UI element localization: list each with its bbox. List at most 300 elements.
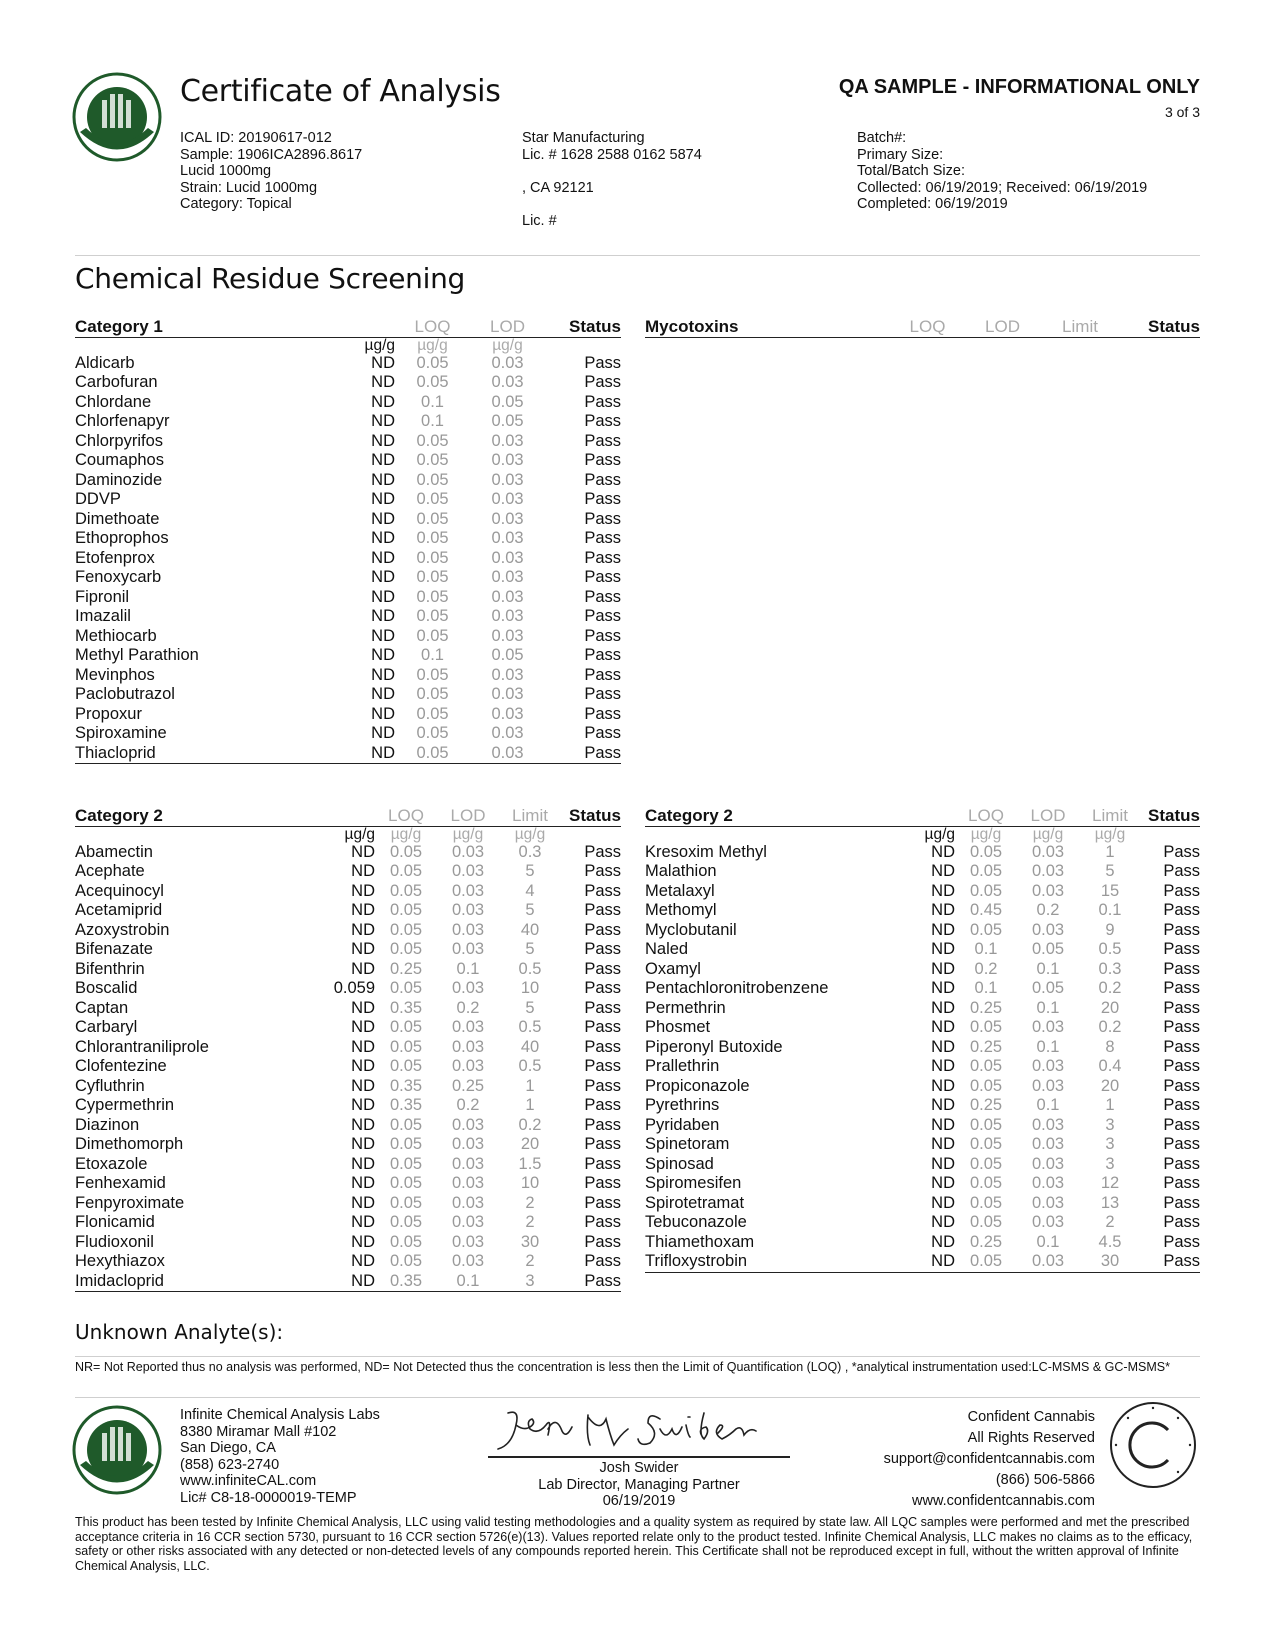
result-value: ND [931, 901, 955, 919]
result-value: ND [351, 1037, 375, 1056]
cc-phone: (866) 506-5866 [995, 1472, 1095, 1488]
analyte-name: DDVP [75, 490, 121, 508]
loq-value: 0.25 [389, 959, 423, 978]
section-title: Chemical Residue Screening [75, 262, 466, 295]
loq-value: 0.05 [389, 1057, 423, 1075]
loq-value: 0.05 [969, 881, 1003, 900]
lod-value: 0.03 [451, 1018, 485, 1036]
table-row [75, 921, 621, 941]
lod-value: 0.05 [1031, 979, 1065, 997]
lod-value: 0.03 [451, 901, 485, 919]
status-value: Pass [1141, 1252, 1200, 1272]
lod-value: 0.03 [1031, 1135, 1065, 1153]
loq-value: 0.05 [389, 842, 423, 861]
loq-value: 0.05 [969, 1193, 1003, 1212]
status-value: Pass [1163, 940, 1200, 958]
lod-value: 0.05 [491, 646, 524, 664]
loq-header: LOQ [890, 317, 965, 337]
status-value: Pass [1163, 1174, 1200, 1192]
result-value: ND [351, 1154, 375, 1173]
analyte-name: Trifloxystrobin [645, 1252, 885, 1272]
analyte-name: Bifenthrin [75, 959, 145, 978]
unit-label: µg/g [344, 825, 375, 843]
lod-value: 0.03 [470, 744, 545, 764]
status-value: Pass [584, 842, 621, 861]
result-value: ND [931, 1154, 955, 1173]
loq-value: 0.05 [389, 1115, 423, 1134]
analyte-name: Thiacloprid [75, 744, 325, 764]
analyte-name: Fenoxycarb [75, 568, 162, 586]
status-value: Pass [584, 373, 621, 391]
lod-value: 0.03 [491, 529, 524, 547]
result-value: ND [371, 451, 395, 469]
result-value: ND [885, 1252, 955, 1272]
status-value: Pass [1163, 1115, 1200, 1134]
table-row [645, 882, 1200, 902]
analyte-name: Spirotetramat [645, 1193, 745, 1212]
status-value: Pass [1163, 1213, 1200, 1231]
loq-value: 0.05 [969, 1135, 1003, 1153]
loq-value: 0.1 [974, 979, 998, 997]
table-row [645, 1038, 1200, 1058]
result-value: ND [931, 1018, 955, 1036]
loq-value: 0.05 [416, 626, 449, 645]
lod-value: 0.03 [451, 1057, 485, 1075]
table-row [645, 1233, 1200, 1253]
analyte-name: Pyrethrins [645, 1096, 720, 1114]
lod-value: 0.03 [451, 1037, 485, 1056]
unit-label: µg/g [1032, 825, 1064, 843]
analyte-name: Abamectin [75, 842, 153, 861]
status-value: Pass [584, 724, 621, 742]
result-value: ND [351, 940, 375, 958]
lod-value: 0.03 [1031, 1154, 1065, 1173]
loq-value: 0.05 [416, 704, 449, 723]
analyte-name: Carbaryl [75, 1018, 138, 1036]
limit-value: 5 [525, 940, 535, 958]
limit-value: 5 [525, 901, 535, 919]
lod-header: LOD [965, 317, 1040, 337]
status-value: Pass [584, 1057, 621, 1075]
lod-value: 0.03 [491, 665, 524, 684]
loq-value: 0.35 [389, 998, 423, 1017]
status-value: Pass [584, 1037, 621, 1056]
result-value: ND [931, 1096, 955, 1114]
loq-value: 0.05 [416, 529, 449, 547]
unit-label: µg/g [452, 825, 484, 843]
signatory-name: Josh Swider [599, 1460, 679, 1476]
footer-divider [75, 1397, 1200, 1398]
limit-value: 3 [1105, 1115, 1115, 1134]
lod-value: 0.03 [451, 1154, 485, 1173]
status-value: Pass [584, 626, 621, 645]
unit-label: µg/g [970, 825, 1002, 843]
status-value: Pass [584, 959, 621, 978]
result-value: ND [371, 607, 395, 625]
result-value: ND [371, 704, 395, 723]
lod-value: 0.1 [456, 959, 480, 978]
signatory [488, 1460, 790, 1510]
analyte-name: Coumaphos [75, 451, 164, 469]
result-value: ND [931, 998, 955, 1017]
result-value: ND [351, 1252, 375, 1270]
result-value: ND [351, 901, 375, 919]
limit-value: 5 [525, 998, 535, 1017]
loq-value: 0.05 [389, 1135, 423, 1153]
result-value: ND [351, 1193, 375, 1212]
status-value: Pass [584, 1193, 621, 1212]
result-value: ND [351, 1076, 375, 1095]
result-value: ND [371, 665, 395, 684]
loq-value: 0.05 [389, 1193, 423, 1212]
analyte-name: Boscalid [75, 979, 138, 997]
status-value: Pass [1163, 1076, 1200, 1095]
table-row [75, 451, 621, 471]
table-row [645, 1057, 1200, 1077]
table-row [75, 1155, 621, 1175]
status-value: Pass [584, 998, 621, 1017]
status-value: Pass [584, 1174, 621, 1192]
table-row [645, 1018, 1200, 1038]
status-value: Pass [584, 490, 621, 508]
lod-header: LOD [470, 317, 545, 337]
result-value: ND [351, 1213, 375, 1231]
lod-value: 0.03 [1031, 1057, 1065, 1075]
primary-size: Primary Size: [857, 146, 944, 163]
table-row [75, 568, 621, 588]
table-row [75, 1135, 621, 1155]
analyte-name: Propiconazole [645, 1076, 750, 1095]
batch-info [857, 130, 1147, 213]
limit-header: Limit [1079, 806, 1141, 826]
result-value: ND [351, 1174, 375, 1192]
table-row [75, 1272, 621, 1292]
lod-value: 0.03 [1031, 1174, 1065, 1192]
document-title: Certificate of Analysis [180, 74, 501, 109]
status-value: Pass [584, 862, 621, 880]
page-number: 3 of 3 [1164, 104, 1200, 120]
table-row [75, 843, 621, 863]
status-value: Pass [1163, 1096, 1200, 1114]
unknown-analytes-heading: Unknown Analyte(s): [75, 1320, 284, 1344]
signature-image [490, 1405, 790, 1455]
lod-value: 0.03 [451, 881, 485, 900]
loq-value: 0.05 [416, 587, 449, 606]
table-row [645, 1252, 1200, 1272]
status-value: Pass [584, 607, 621, 625]
lod-value: 0.03 [451, 1213, 485, 1231]
status-value: Pass [1163, 998, 1200, 1017]
table-row [75, 646, 621, 666]
loq-value: 0.05 [416, 373, 449, 391]
limit-value: 10 [520, 1174, 540, 1192]
table-row [75, 744, 621, 764]
limit-value: 0.3 [1098, 959, 1122, 978]
strain: Strain: Lucid 1000mg [180, 179, 318, 196]
loq-value: 0.05 [416, 470, 449, 489]
result-value: ND [351, 1232, 375, 1251]
status-header: Status [561, 806, 621, 826]
limit-value: 0.2 [1098, 1018, 1122, 1036]
lod-value: 0.05 [491, 412, 524, 430]
analyte-name: Clofentezine [75, 1057, 167, 1075]
loq-value: 0.05 [969, 1115, 1003, 1134]
lod-value: 0.03 [1031, 1213, 1065, 1231]
analyte-name: Metalaxyl [645, 881, 715, 900]
result-value: ND [931, 862, 955, 880]
mycotoxins-header: Mycotoxins [645, 317, 890, 337]
limit-value: 0.5 [518, 1057, 542, 1075]
cc-name: Confident Cannabis [967, 1409, 1095, 1425]
lod-header: LOD [1017, 806, 1079, 826]
status-value: Pass [584, 1135, 621, 1153]
limit-value: 15 [1100, 881, 1120, 900]
table-row [75, 1038, 621, 1058]
lod-value: 0.03 [491, 470, 524, 489]
result-value: ND [371, 490, 395, 508]
result-value: ND [351, 862, 375, 880]
result-value: ND [351, 1135, 375, 1153]
limit-value: 2 [525, 1252, 535, 1270]
result-value: ND [931, 1213, 955, 1231]
status-value: Pass [1163, 1018, 1200, 1036]
analyte-name: Methiocarb [75, 626, 157, 645]
loq-value: 0.05 [416, 509, 449, 528]
status-value: Pass [584, 392, 621, 411]
status-header: Status [545, 317, 621, 337]
table-row [645, 940, 1200, 960]
cc-rights: All Rights Reserved [967, 1430, 1095, 1446]
lod-value: 0.03 [451, 920, 485, 939]
status-value: Pass [584, 940, 621, 958]
table-row [645, 843, 1200, 863]
result-value: ND [371, 548, 395, 567]
analyte-name: Fludioxonil [75, 1232, 154, 1251]
loq-value: 0.05 [389, 920, 423, 939]
result-value: ND [351, 1057, 375, 1075]
client-company: Star Manufacturing [522, 130, 645, 146]
limit-value: 2 [525, 1193, 535, 1212]
analyte-name: Captan [75, 998, 129, 1017]
table-row [645, 979, 1200, 999]
limit-value: 1 [1105, 1096, 1115, 1114]
result-value: ND [931, 979, 955, 997]
table-row [75, 393, 621, 413]
status-value: Pass [584, 1018, 621, 1036]
analyte-name: Etofenprox [75, 548, 155, 567]
loq-value: 0.05 [969, 1057, 1003, 1075]
analyte-name: Chlorpyrifos [75, 431, 164, 450]
header-divider [75, 255, 1200, 256]
lod-value: 0.03 [451, 979, 485, 997]
limit-value: 12 [1100, 1174, 1120, 1192]
status-value: Pass [584, 646, 621, 664]
loq-value: 0.1 [421, 646, 444, 664]
table-row [75, 1213, 621, 1233]
client-address: , CA 92121 [522, 179, 594, 196]
sample-info [180, 130, 362, 213]
lab-logo [72, 72, 162, 162]
status-value: Pass [1163, 862, 1200, 880]
status-value: Pass [1163, 1057, 1200, 1075]
status-value: Pass [1163, 1135, 1200, 1153]
status-value: Pass [584, 901, 621, 919]
category: Category: Topical [180, 196, 292, 212]
mycotoxins-table [645, 317, 1200, 338]
abbreviation-note: NR= Not Reported thus no analysis was performed, ND= Not Detected thus the concentration is less then the Limit of Quantification (LOQ) , *analytical instrumentation used:LC-MSMS & GC-MSMS* [75, 1360, 1170, 1374]
analyte-name: Prallethrin [645, 1057, 720, 1075]
status-value: Pass [545, 744, 621, 764]
limit-value: 40 [520, 920, 540, 939]
table-row [75, 724, 621, 744]
loq-value: 0.05 [416, 665, 449, 684]
lod-value: 0.1 [1036, 998, 1060, 1017]
table-row [645, 1174, 1200, 1194]
loq-value: 0.05 [389, 862, 423, 880]
analyte-name: Carbofuran [75, 373, 158, 391]
analyte-name: Methyl Parathion [75, 646, 199, 664]
limit-value: 0.5 [518, 1018, 542, 1036]
table-row [75, 1077, 621, 1097]
analyte-name: Paclobutrazol [75, 685, 175, 703]
result-value: ND [351, 1096, 375, 1114]
analyte-name: Ethoprophos [75, 529, 169, 547]
table-row [75, 960, 621, 980]
category-2-header: Category 2 [75, 806, 305, 826]
loq-value: 0.05 [389, 1018, 423, 1036]
analyte-name: Piperonyl Butoxide [645, 1037, 783, 1056]
table-row [75, 999, 621, 1019]
status-value: Pass [584, 665, 621, 684]
loq-value: 0.05 [416, 353, 449, 372]
status-value: Pass [584, 979, 621, 997]
result-value: ND [931, 920, 955, 939]
sample-id: Sample: 1906ICA2896.8617 [180, 146, 363, 163]
client-info [522, 130, 702, 229]
category-2-header: Category 2 [645, 806, 885, 826]
table-row [645, 1155, 1200, 1175]
result-value: ND [371, 724, 395, 742]
table-row [75, 979, 621, 999]
status-value: Pass [1163, 959, 1200, 978]
analyte-name: Myclobutanil [645, 920, 737, 939]
note-divider [75, 1356, 1200, 1357]
loq-value: 0.05 [416, 490, 449, 508]
lod-value: 0.1 [1036, 1037, 1060, 1056]
result-value: ND [371, 509, 395, 528]
status-value: Pass [584, 548, 621, 567]
limit-value: 0.5 [1098, 940, 1122, 958]
table-row [75, 529, 621, 549]
table-row [75, 1018, 621, 1038]
lod-value: 0.05 [491, 392, 524, 411]
status-value: Pass [1163, 842, 1200, 861]
table-row [75, 1252, 621, 1272]
status-value: Pass [1163, 979, 1200, 997]
limit-value: 20 [520, 1135, 540, 1153]
table-row [75, 901, 621, 921]
table-row [645, 999, 1200, 1019]
analyte-name: Tebuconazole [645, 1213, 747, 1231]
loq-value: 0.25 [969, 1037, 1003, 1056]
limit-value: 0.2 [1098, 979, 1122, 997]
limit-value: 3 [1105, 1135, 1115, 1153]
table-row [75, 627, 621, 647]
lod-value: 0.2 [1036, 901, 1060, 919]
unit-label: µg/g [1094, 825, 1126, 843]
status-value: Pass [584, 568, 621, 586]
result-value: ND [371, 412, 395, 430]
sample-name: Lucid 1000mg [180, 163, 272, 179]
limit-value: 20 [1100, 1076, 1120, 1095]
lod-value: 0.03 [1031, 842, 1065, 861]
analyte-name: Cyfluthrin [75, 1076, 145, 1095]
loq-value: 0.05 [416, 685, 449, 703]
loq-value: 0.1 [421, 392, 444, 411]
batch-number: Batch#: [857, 130, 907, 146]
lod-value: 0.03 [491, 548, 524, 567]
analyte-name: Naled [645, 940, 689, 958]
table-row [75, 1116, 621, 1136]
analyte-name: Imazalil [75, 607, 131, 625]
result-value: ND [351, 842, 375, 861]
analyte-name: Oxamyl [645, 959, 701, 978]
loq-value: 0.05 [389, 1037, 423, 1056]
lod-value: 0.03 [491, 626, 524, 645]
signature-line [488, 1456, 790, 1458]
category-1-header: Category 1 [75, 317, 325, 337]
lab-license: Lic# C8-18-0000019-TEMP [180, 1489, 357, 1506]
category-1-table [75, 317, 621, 764]
table-row [75, 685, 621, 705]
status-value: Pass [584, 1076, 621, 1095]
loq-value: 0.05 [395, 744, 470, 764]
result-value: ND [351, 1115, 375, 1134]
ical-id: ICAL ID: 20190617-012 [180, 130, 332, 146]
loq-value: 0.05 [416, 451, 449, 469]
loq-value: 0.05 [416, 724, 449, 742]
limit-value: 5 [1105, 862, 1115, 880]
limit-value: 13 [1100, 1193, 1120, 1212]
confident-cannabis-logo [1108, 1400, 1198, 1490]
analyte-name: Spinosad [645, 1154, 714, 1173]
status-value: Pass [584, 1213, 621, 1231]
analyte-name: Propoxur [75, 704, 142, 723]
loq-value: 0.05 [969, 1154, 1003, 1173]
analyte-name: Fenpyroximate [75, 1193, 185, 1212]
lod-value: 0.03 [491, 685, 524, 703]
lod-value: 0.1 [1036, 1232, 1060, 1251]
analyte-name: Chlordane [75, 392, 152, 411]
lod-value: 0.03 [451, 842, 485, 861]
lod-value: 0.03 [451, 1193, 485, 1212]
lab-address-2: San Diego, CA [180, 1440, 276, 1456]
lab-name: Infinite Chemical Analysis Labs [180, 1407, 380, 1423]
analyte-name: Spiromesifen [645, 1174, 742, 1192]
lod-value: 0.03 [1031, 862, 1065, 880]
loq-value: 0.05 [416, 607, 449, 625]
lod-header: LOD [437, 806, 499, 826]
result-value: ND [931, 1037, 955, 1056]
loq-value: 0.05 [969, 1174, 1003, 1192]
limit-value: 10 [520, 979, 540, 997]
analyte-name: Fipronil [75, 587, 130, 606]
limit-value: 2 [1105, 1213, 1115, 1231]
limit-value: 2 [525, 1213, 535, 1231]
table-row [75, 1057, 621, 1077]
table-row [75, 549, 621, 569]
analyte-name: Acetamiprid [75, 901, 163, 919]
